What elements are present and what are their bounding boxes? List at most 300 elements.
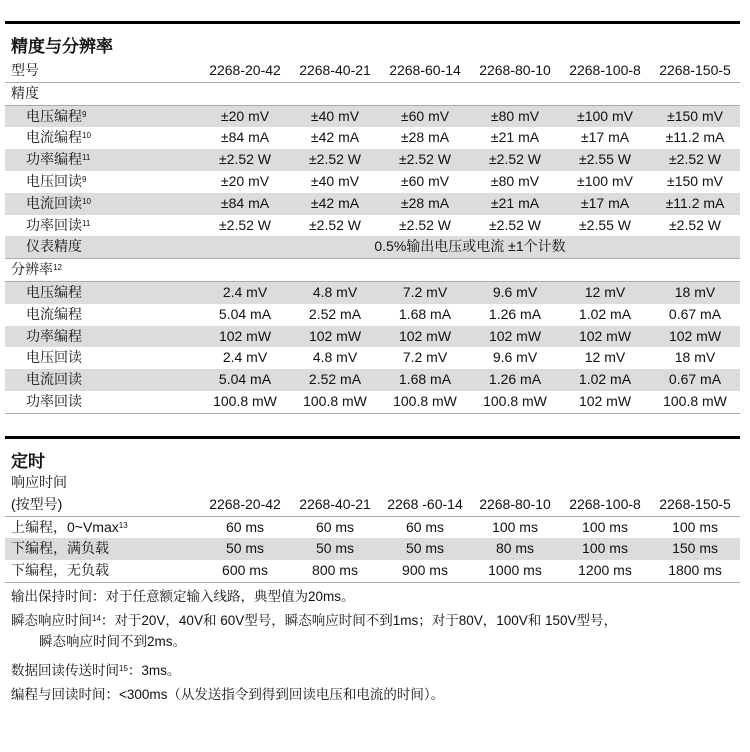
note-hold-text: ：对于任意额定输入线路，典型值为20ms。 [92,589,355,604]
table-cell-text: 600 ms [222,562,268,579]
table-cell [470,304,560,326]
row-label-text: 电流编程 [26,305,82,322]
top-rule [5,21,740,24]
row-label [5,215,200,237]
table-cell [470,326,560,348]
timing-header-row-1 [5,472,740,494]
table-cell-text: ±17 mA [580,194,630,211]
table-cell-text: 12 mV [584,283,626,300]
table-cell-text: ±21 mA [490,129,540,146]
table-cell [470,560,560,582]
note-prog-readback [11,684,617,705]
table-cell [560,281,650,303]
table-cell-text: 2.4 mV [222,283,268,300]
table-cell-text: ±42 mA [310,129,360,146]
table-cell-text: 1000 ms [488,562,542,579]
table-cell-text: ±2.52 W [308,151,362,168]
model-header-cell-text: 2268-20-42 [209,495,281,512]
table-header-row [5,60,740,82]
table-cell [290,326,380,348]
table-cell [380,391,470,413]
table-cell [200,516,290,538]
table-cell-text: ±21 mA [490,194,540,211]
table-cell-text: 1.02 mA [578,371,632,388]
model-header-cell [560,494,650,516]
model-header-cell-text: 2268-80-10 [479,62,551,78]
table-cell-text: 900 ms [402,562,448,579]
table-cell-text: 0.67 mA [668,305,722,322]
table-row [5,304,740,326]
table-cell [560,193,650,215]
table-cell [380,127,470,149]
accuracy-table [5,60,740,414]
note-transient [11,610,617,631]
table-cell-text: 1.68 mA [398,305,452,322]
table-cell-text: ±11.2 mA [665,129,725,146]
table-cell-text: 1800 ms [668,562,722,579]
table-cell [290,560,380,582]
table-cell-text: ±11.2 mA [665,194,725,211]
timing-rule [5,436,740,439]
group-label-resolution-text: 分辨率 [11,261,53,278]
table-cell-text: 5.04 mA [218,371,272,388]
table-cell-text: 100 ms [582,540,628,557]
table-cell-text: 18 mV [674,349,716,366]
table-cell-text: 2.52 mA [308,305,362,322]
table-cell-text: 50 ms [225,540,265,557]
timing-table-body [5,472,740,582]
note-hold-key: 输出保持时间 [11,589,92,604]
table-cell [200,560,290,582]
table-row [5,149,740,171]
table-cell-text: 100 ms [492,518,538,535]
table-cell [560,347,650,369]
table-cell [380,560,470,582]
table-cell [560,391,650,413]
table-cell [380,369,470,391]
table-cell-text: ±2.55 W [578,151,632,168]
model-header-cell-text: 2268-100-8 [569,62,641,78]
note-transient-key: 瞬态响应时间 [11,613,92,628]
table-cell-text: 100.8 mW [663,392,727,409]
table-cell [650,347,740,369]
table-cell [200,149,290,171]
row-label [5,516,200,538]
table-cell [650,193,740,215]
row-label [5,347,200,369]
timing-header-line1-text: 响应时间 [11,474,67,490]
table-cell [200,281,290,303]
table-cell [380,538,470,560]
table-cell [290,149,380,171]
table-cell-text: 4.8 mV [312,283,358,300]
table-cell [200,326,290,348]
model-header-label-text: 型号 [11,62,39,78]
table-row [5,347,740,369]
table-cell-text: 4.8 mV [312,349,358,366]
note-prog-key: 编程与回读时间 [11,687,106,702]
table-cell [290,516,380,538]
table-cell-text: ±2.52 W [218,151,272,168]
table-cell [560,127,650,149]
table-row [5,391,740,413]
group-label-resolution [5,259,740,282]
note-hold-time [11,586,617,607]
table-cell-text: ±2.52 W [488,216,542,233]
row-label-text: 电压编程 [26,107,82,124]
table-cell-text: ±2.52 W [668,151,722,168]
table-cell-text: 102 mW [398,327,452,344]
note-readback [11,660,617,681]
footnote-sup: 11 [82,153,91,163]
note-readback-key: 数据回读传送时间 [11,663,119,678]
meter-accuracy-value [200,236,740,258]
table-row [5,326,740,348]
table-cell [290,127,380,149]
timing-header-line2-text: (按型号) [11,495,63,512]
table-cell-text: ±28 mA [400,194,450,211]
model-header-cell-text: 2268-80-10 [479,495,551,512]
row-label-text: 电压回读 [26,172,82,189]
table-cell-text: 18 mV [674,283,716,300]
model-header-cell [650,494,740,516]
table-cell [200,127,290,149]
table-cell-text: ±20 mV [220,107,270,124]
model-header-cell [650,60,740,82]
table-cell [650,171,740,193]
table-row [5,560,740,582]
meter-accuracy-label-text: 仪表精度 [26,238,82,255]
table-cell-text: ±2.52 W [308,216,362,233]
row-label-text: 功率回读 [26,216,82,233]
model-header-cell [200,494,290,516]
meter-accuracy-row [5,236,740,258]
group-label-accuracy-text: 精度 [11,84,39,101]
model-header-cell-text: 2268-40-21 [299,495,371,512]
model-header-cell [380,494,470,516]
row-label [5,538,200,560]
table-cell [380,347,470,369]
model-header-cell-text: 2268-40-21 [299,62,371,78]
table-cell [650,281,740,303]
table-cell [380,516,470,538]
group-label-accuracy [5,82,740,105]
table-cell-text: 9.6 mV [492,349,538,366]
table-row [5,105,740,127]
row-label [5,171,200,193]
table-cell-text: 60 ms [405,518,445,535]
note-transient-cont: 瞬态响应时间不到2ms。 [39,634,187,649]
table-cell-text: 7.2 mV [402,283,448,300]
table-cell-text: ±28 mA [400,129,450,146]
table-cell [560,538,650,560]
model-header-cell [470,60,560,82]
table-row [5,127,740,149]
table-cell-text: 1.26 mA [488,371,542,388]
table-cell [560,171,650,193]
table-cell-text: 102 mW [578,392,632,409]
table-cell [380,304,470,326]
table-cell-text: 150 ms [672,540,718,557]
model-header-cell-text: 2268-150-5 [659,495,731,512]
table-cell [200,105,290,127]
table-cell-text: ±2.55 W [578,216,632,233]
table-cell [560,149,650,171]
table-cell [200,391,290,413]
table-cell-text: 7.2 mV [402,349,448,366]
table-cell [470,281,560,303]
table-cell-text: ±17 mA [580,129,630,146]
row-label [5,149,200,171]
table-cell-text: ±2.52 W [398,151,452,168]
model-header-cell-text: 2268-150-5 [659,62,731,78]
table-cell [650,369,740,391]
accuracy-section-title: 精度与分辨率 [11,37,113,56]
row-label-text: 电流回读 [26,371,82,388]
table-cell-text: 1.68 mA [398,371,452,388]
row-label-text: 电压编程 [26,283,82,300]
table-cell-text: 50 ms [315,540,355,557]
table-cell [650,516,740,538]
table-cell-text: 1200 ms [578,562,632,579]
model-header-cell [560,60,650,82]
table-cell-text: 1.02 mA [578,305,632,322]
table-cell [470,105,560,127]
table-cell [290,215,380,237]
row-label-text: 电流回读 [26,194,82,211]
table-cell-text: 1.26 mA [488,305,542,322]
table-row [5,193,740,215]
table-cell [470,538,560,560]
model-header-cell [290,60,380,82]
table-cell-text: 0.67 mA [668,371,722,388]
table-cell-text: ±2.52 W [488,151,542,168]
table-cell-text: 100.8 mW [393,392,457,409]
table-cell-text: ±42 mA [310,194,360,211]
table-row [5,516,740,538]
timing-header-line2 [5,494,200,516]
table-row [5,215,740,237]
table-cell [200,215,290,237]
table-cell [290,347,380,369]
note-transient-text: ：对于20V，40V和 60V型号，瞬态响应时间不到1ms；对于80V，100V和 150V型号， [100,613,618,628]
row-label-text: 功率编程 [26,151,82,168]
table-cell-text: 60 ms [315,518,355,535]
table-cell [650,105,740,127]
table-cell [290,171,380,193]
table-cell [290,281,380,303]
row-label-text: 功率编程 [26,327,82,344]
group-row-resolution [5,259,740,282]
table-cell [380,326,470,348]
table-cell-text: 2.52 mA [308,371,362,388]
table-cell [470,215,560,237]
table-cell [470,171,560,193]
table-cell-text: 102 mW [578,327,632,344]
note-prog-text: ：<300ms（从发送指令到得到回读电压和电流的时间）。 [105,687,445,702]
footnote-sup: 10 [82,131,91,141]
row-label [5,281,200,303]
table-cell-text: ±2.52 W [398,216,452,233]
table-cell-text: ±2.52 W [668,216,722,233]
row-label [5,369,200,391]
row-label-text: 上编程，0~Vmax [11,518,119,535]
row-label-text: 电流编程 [26,129,82,146]
table-cell [560,105,650,127]
table-cell [650,215,740,237]
table-cell [650,560,740,582]
model-header-cell [470,494,560,516]
table-cell-text: 9.6 mV [492,283,538,300]
table-cell [470,193,560,215]
table-cell [200,369,290,391]
table-cell [290,193,380,215]
table-cell [650,326,740,348]
row-label [5,193,200,215]
model-header-cell [290,494,380,516]
table-cell-text: ±60 mV [400,172,450,189]
note-transient-sup: 14 [92,614,101,623]
table-cell-text: 5.04 mA [218,305,272,322]
table-cell [290,304,380,326]
notes [11,586,617,708]
footnote-sup: 12 [53,263,62,273]
table-cell-text: 100.8 mW [303,392,367,409]
table-cell [470,369,560,391]
table-cell [470,516,560,538]
table-row [5,171,740,193]
model-header-cell-text: 2268-100-8 [569,495,641,512]
accuracy-table-body [5,60,740,413]
table-cell-text: ±150 mV [667,107,723,124]
table-cell [290,391,380,413]
meter-accuracy-label [5,236,200,258]
table-cell [560,369,650,391]
row-label [5,326,200,348]
footnote-sup: 9 [82,109,87,119]
row-label [5,105,200,127]
table-cell-text: ±80 mV [490,172,540,189]
table-cell [200,347,290,369]
table-cell-text: 80 ms [495,540,535,557]
table-cell [560,560,650,582]
row-label-text: 电压回读 [26,349,82,366]
table-cell-text: 100 ms [672,518,718,535]
model-header-cell [200,60,290,82]
model-header-cell [380,60,470,82]
row-label-text: 功率回读 [26,392,82,409]
table-cell [200,193,290,215]
table-cell [290,538,380,560]
table-cell-text: ±60 mV [400,107,450,124]
table-cell-text: ±150 mV [667,172,723,189]
table-cell [290,369,380,391]
table-cell [290,105,380,127]
table-cell-text: ±100 mV [577,172,633,189]
table-cell [380,215,470,237]
table-cell [200,171,290,193]
table-row [5,369,740,391]
meter-accuracy-value-text: 0.5%输出电压或电流 ±1个计数 [374,238,566,255]
table-cell [560,215,650,237]
row-label-text: 下编程，无负载 [11,562,109,579]
table-cell [650,304,740,326]
table-cell [470,347,560,369]
table-cell-text: 100.8 mW [483,392,547,409]
table-cell [200,304,290,326]
table-cell [560,304,650,326]
table-cell [380,149,470,171]
table-cell-text: 102 mW [218,327,272,344]
table-cell-text: ±84 mA [220,194,270,211]
row-label-text: 下编程，满负载 [11,540,109,557]
table-cell-text: 100 ms [582,518,628,535]
table-cell [470,391,560,413]
table-cell [380,281,470,303]
timing-header-line1 [5,472,740,494]
table-cell-text: ±80 mV [490,107,540,124]
model-header-cell-text: 2268-20-42 [209,62,281,78]
table-cell-text: 50 ms [405,540,445,557]
table-cell [470,127,560,149]
table-cell-text: 102 mW [308,327,362,344]
group-row-accuracy [5,82,740,105]
footnote-sup: 13 [118,520,128,530]
note-readback-sup: 15 [119,664,128,673]
row-label [5,304,200,326]
table-cell-text: ±20 mV [220,172,270,189]
footnote-sup: 9 [82,174,87,184]
table-cell-text: 2.4 mV [222,349,268,366]
footnote-sup: 11 [82,218,91,228]
table-cell [650,538,740,560]
table-cell [200,538,290,560]
table-cell-text: ±40 mV [310,107,360,124]
table-cell-text: ±100 mV [577,107,633,124]
row-label [5,391,200,413]
table-cell-text: 60 ms [225,518,265,535]
table-cell-text: ±84 mA [220,129,270,146]
table-cell [470,149,560,171]
table-cell-text: 102 mW [668,327,722,344]
table-cell [650,149,740,171]
table-cell [560,326,650,348]
note-readback-text: ：3ms。 [127,663,181,678]
model-header-cell-text: 2268 -60-14 [387,495,463,512]
table-cell-text: 100.8 mW [213,392,277,409]
table-cell-text: ±2.52 W [218,216,272,233]
model-header-cell-text: 2268-60-14 [389,62,461,78]
timing-section-title: 定时 [11,452,45,471]
row-label [5,560,200,582]
table-row [5,281,740,303]
table-cell-text: 102 mW [488,327,542,344]
model-header-label [5,60,200,82]
row-label [5,127,200,149]
table-cell [560,516,650,538]
table-cell [380,193,470,215]
table-cell [650,391,740,413]
table-cell-text: 800 ms [312,562,358,579]
table-cell-text: ±40 mV [310,172,360,189]
table-cell [380,171,470,193]
table-cell-text: 12 mV [584,349,626,366]
footnote-sup: 10 [82,196,91,206]
table-cell [650,127,740,149]
timing-table [5,472,740,583]
table-cell [380,105,470,127]
timing-header-row-2 [5,494,740,516]
